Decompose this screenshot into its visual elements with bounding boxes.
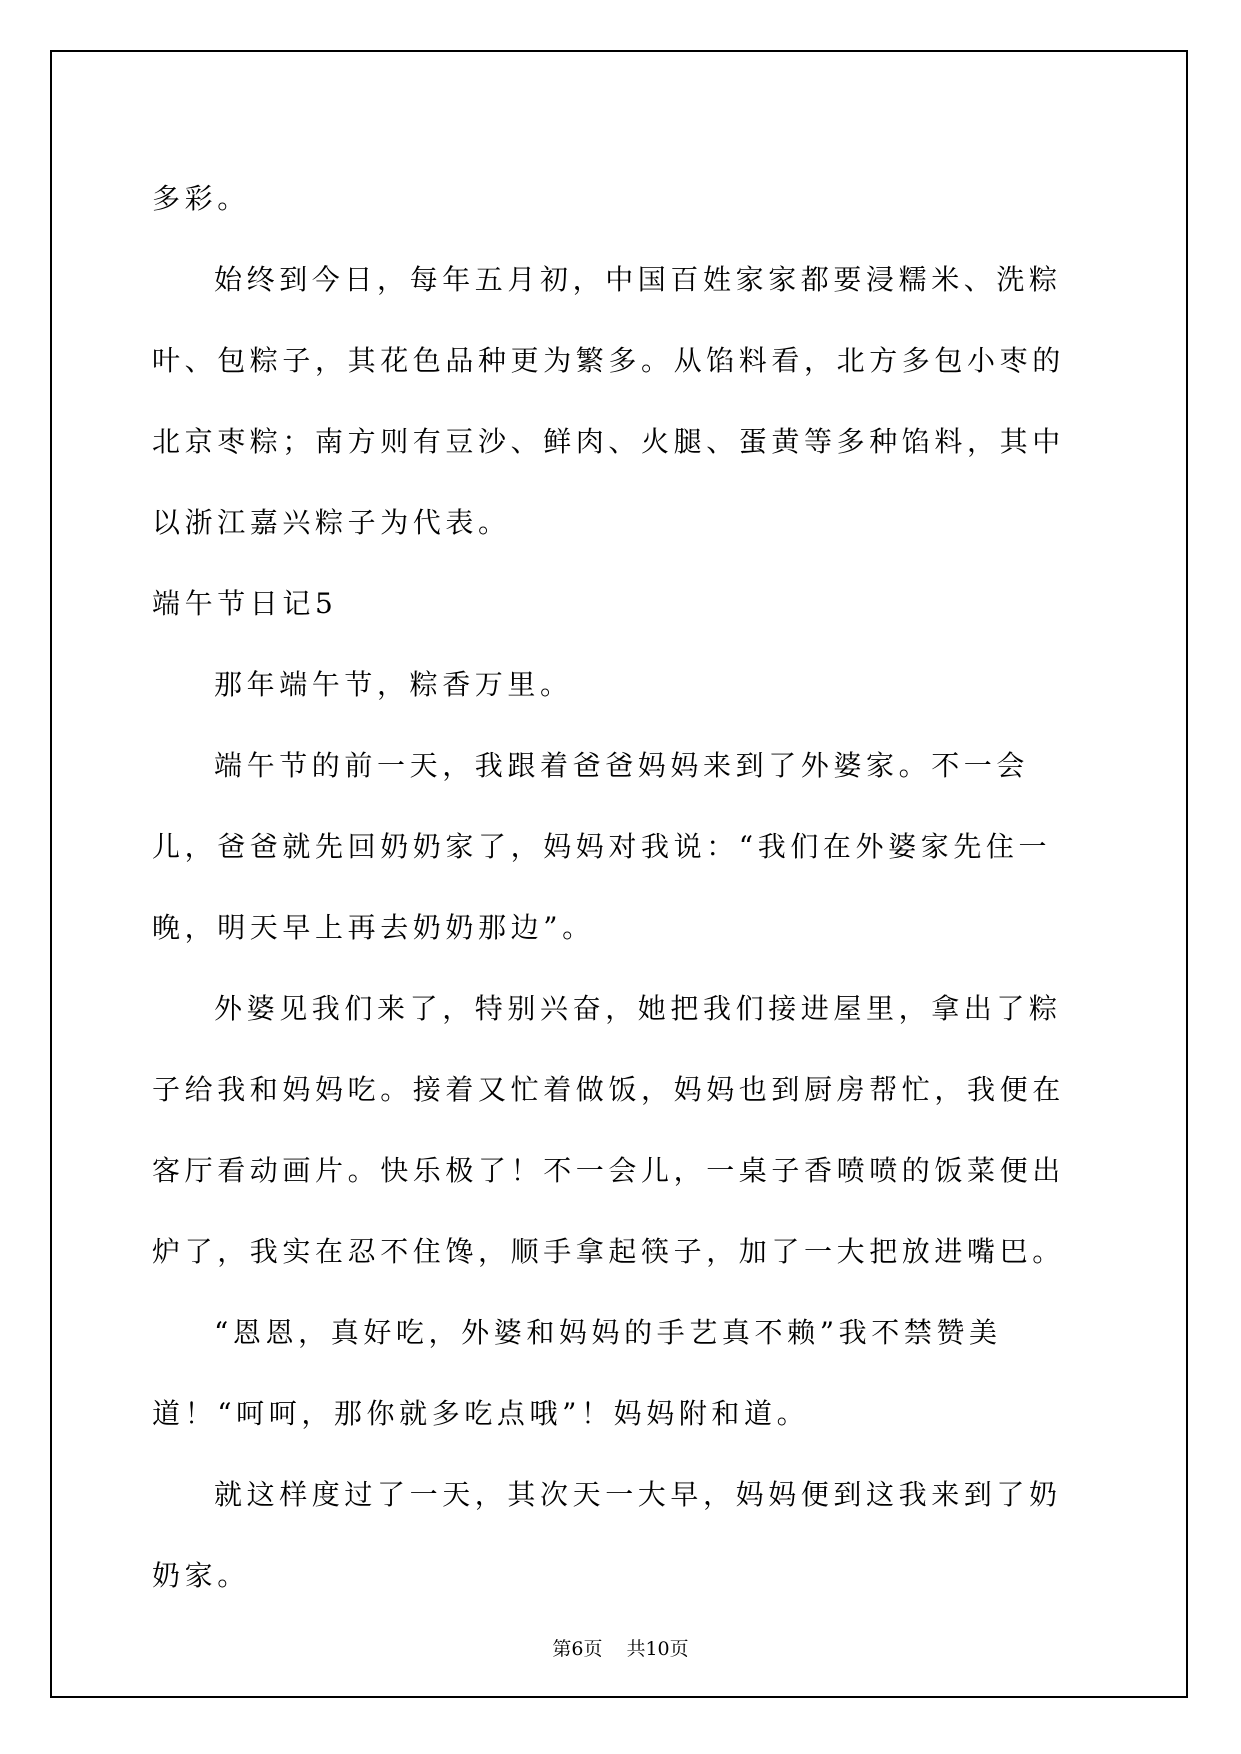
page-number-current: 第6页 [552, 1638, 603, 1660]
paragraph-4: 端午节的前一天，我跟着爸爸妈妈来到了外婆家。不一会儿，爸爸就先回奶奶家了，妈妈对我说：“我们在外婆家先住一晚，明天早上再去奶奶那边”。 [152, 749, 1052, 944]
page-number-total: 共10页 [626, 1638, 689, 1660]
section-heading: 端午节日记5 [152, 587, 338, 620]
paragraph-1: 多彩。 [152, 182, 250, 215]
paragraph-3: 那年端午节，粽香万里。 [214, 668, 573, 701]
paragraph-5: 外婆见我们来了，特别兴奋，她把我们接进屋里，拿出了粽子给我和妈妈吃。接着又忙着做饭，妈妈也到厨房帮忙，我便在客厅看动画片。快乐极了！不一会儿，一桌子香喷喷的饭菜便出炉了，我实在忍不住馋，顺手拿起筷子，加了一大把放进嘴巴。 [152, 992, 1065, 1268]
paragraph-7: 就这样度过了一天，其次天一大早，妈妈便到这我来到了奶奶家。 [152, 1478, 1062, 1592]
paragraph-2: 始终到今日，每年五月初，中国百姓家家都要浸糯米、洗粽叶、包粽子，其花色品种更为繁多。从馅料看，北方多包小枣的北京枣粽；南方则有豆沙、鲜肉、火腿、蛋黄等多种馅料，其中以浙江嘉兴粽子为代表。 [152, 263, 1065, 539]
paragraph-6: “恩恩，真好吃，外婆和妈妈的手艺真不赖”我不禁赞美道！“呵呵，那你就多吃点哦”！妈妈附和道。 [152, 1316, 1002, 1430]
page-footer [0, 1634, 1241, 1661]
document-body [152, 158, 1092, 1616]
